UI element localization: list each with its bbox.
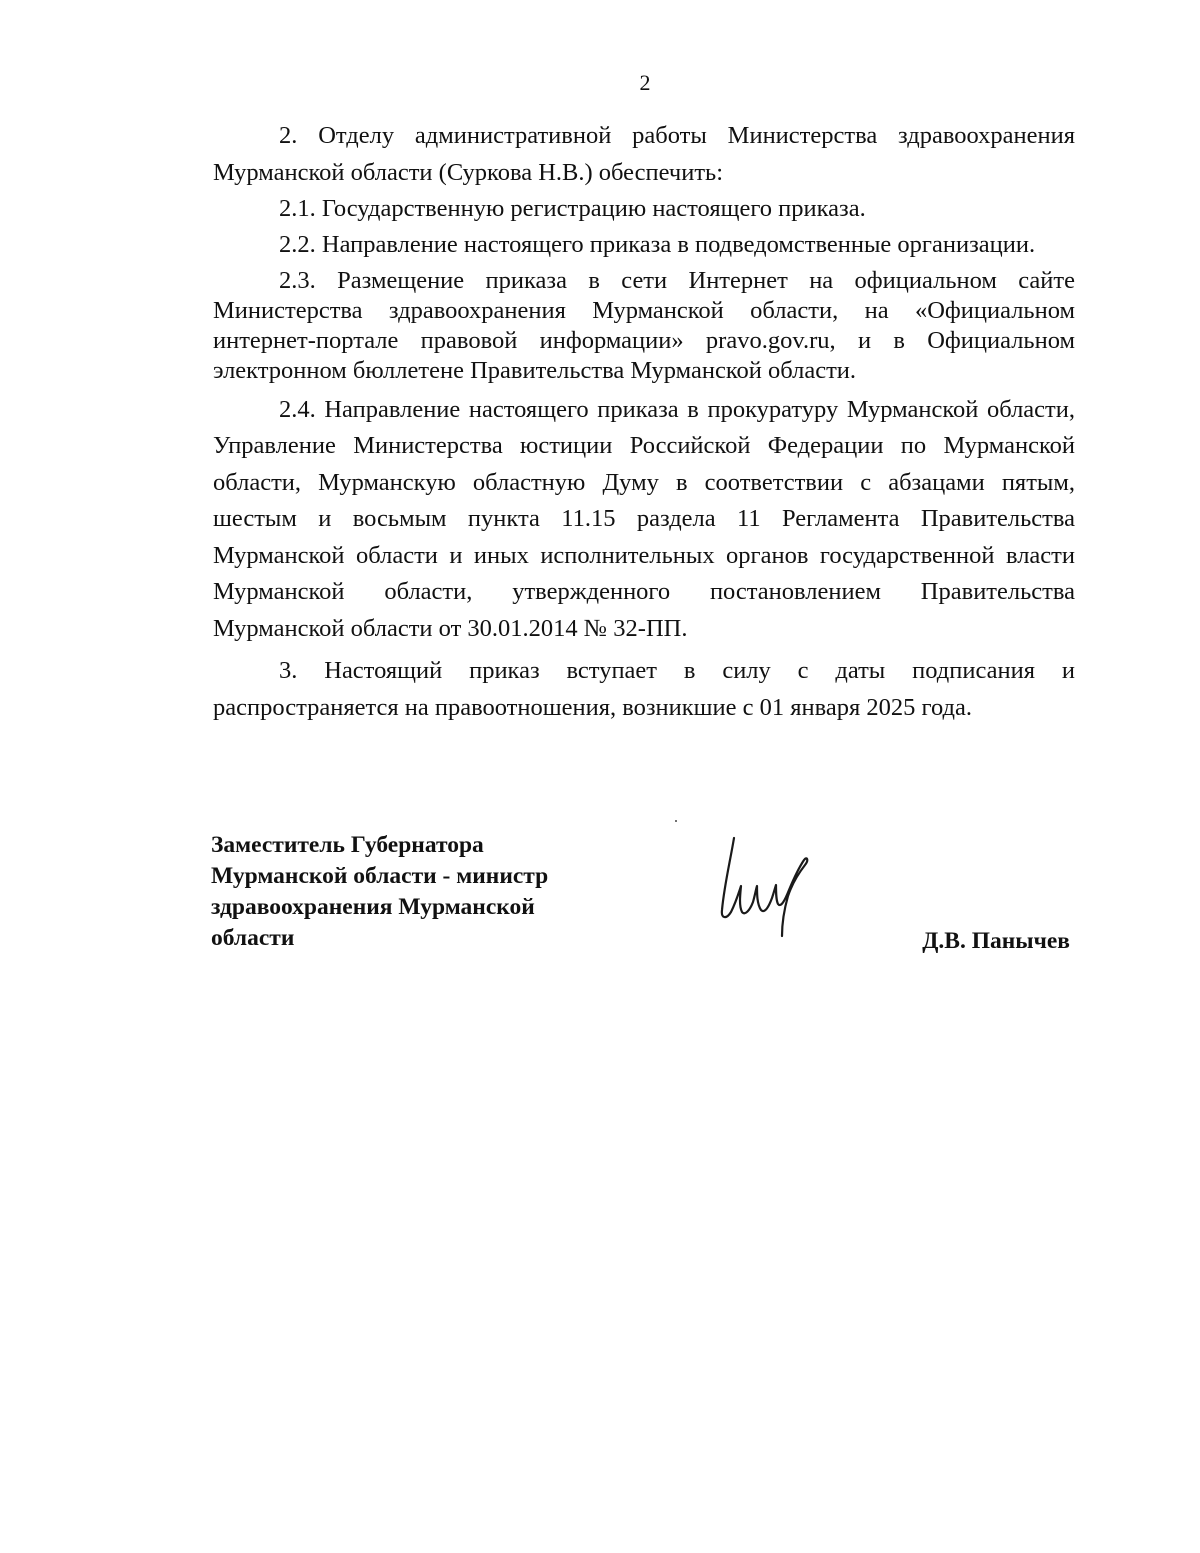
paragraph-2-3: 2.3. Размещение приказа в сети Интернет на официальном сайте Министерства здравоохранения Мурманской области, на «Официальном интернет-портале правовой информации» pravo.gov.ru, и в Официальном электронном бюллетене Правительства Мурманской области.: [213, 266, 1075, 384]
page-number: 2: [639, 70, 651, 95]
position-line: Заместитель Губернатора: [211, 832, 484, 858]
document-body: [213, 118, 1075, 726]
scan-speck: [675, 820, 677, 822]
signatory-position: [211, 830, 611, 954]
paragraph-2-1: 2.1. Государственную регистрацию настоящего приказа.: [279, 195, 866, 222]
position-line: Мурманской области - министр: [211, 863, 549, 889]
paragraph-2-2: 2.2. Направление настоящего приказа в подведомственные организации.: [279, 230, 1036, 258]
signatory-name: Д.В. Панычев: [922, 928, 1070, 954]
handwritten-signature: [712, 832, 822, 944]
paragraph-2-4: 2.4. Направление настоящего приказа в прокуратуру Мурманской области, Управление Министерства юстиции Российской Федерации по Мурманской области, Мурманскую областную Думу в соответствии с абзацами пятым, шестым и восьмым пункта 11.15 раздела 11 Регламента Правительства Мурманской области и иных исполнительных органов государственной власти Мурманской области, утвержденного постановлением Правительства Мурманской области от 30.01.2014 № 32-ПП.: [213, 395, 1075, 642]
position-line: здравоохранения Мурманской: [211, 894, 535, 920]
paragraph-2: 2. Отделу административной работы Министерства здравоохранения Мурманской области (Суркова Н.В.) обеспечить:: [213, 122, 1075, 186]
paragraph-3: 3. Настоящий приказ вступает в силу с даты подписания и распространяется на правоотношения, возникшие с 01 января 2025 года.: [213, 657, 1075, 721]
position-line: области: [211, 925, 295, 951]
